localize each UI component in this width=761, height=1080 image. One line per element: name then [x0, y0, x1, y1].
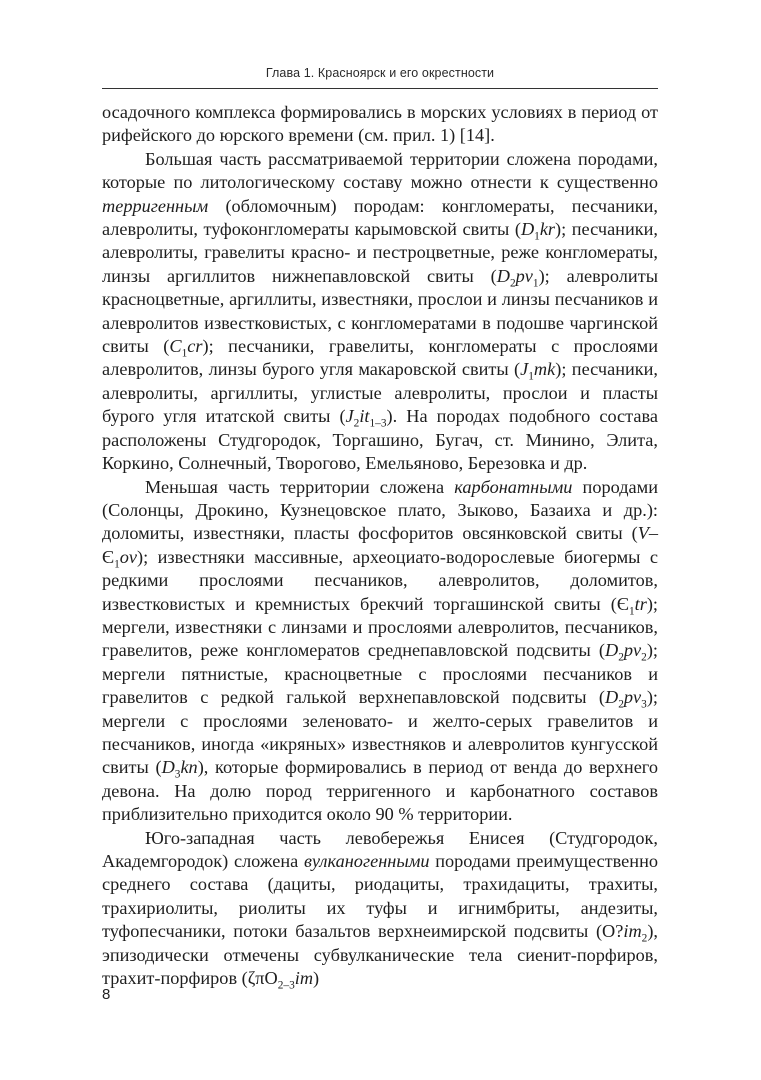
subscript-run: 2–3: [277, 979, 295, 992]
italic-run: карбонатными: [454, 476, 573, 497]
running-header: Глава 1. Красноярск и его окрестности: [265, 66, 495, 80]
text-run: ), эпизодически отмечены субвулканические тела сиенит-порфиров, трахит-порфиров (ζπO: [102, 921, 658, 989]
text-run: –Є: [102, 523, 658, 567]
text-run: (обломочным) породам: конгломераты, песчаники, алевролиты, туфоконгломераты карымовской свиты (: [102, 195, 658, 240]
italic-run: pv: [515, 265, 533, 286]
subscript-run: 1: [114, 558, 120, 571]
italic-run: C: [169, 336, 182, 357]
subscript-run: 1: [181, 347, 188, 360]
text-run: Меньшая часть территории сложена: [145, 476, 455, 497]
text-run: ); песчаники, гравелиты, конгломераты с прослоями алевролитов, линзы бурого угля макаровской свиты (: [102, 336, 658, 380]
italic-run: ov: [119, 546, 138, 567]
italic-run: tr: [634, 593, 647, 614]
italic-run: it: [359, 406, 370, 427]
italic-run: терригенным: [102, 195, 209, 216]
paragraph: [102, 101, 658, 148]
text-run: ); мергели с прослоями зеленовато- и желто-серых гравелитов и песчаников, иногда «икряных» известняков и алевролитов кунгусской свиты (: [102, 687, 658, 778]
subscript-run: 1: [534, 230, 540, 243]
text-run: ); алевролиты красноцветные, аргиллиты, известняки, прослои и линзы песчаников и алевролитов известковистых, с конгломератами в подошве чаргинской свиты (: [102, 265, 658, 357]
italic-run: D: [496, 265, 510, 286]
subscript-run: 2: [353, 417, 360, 430]
italic-run: вулканогенными: [303, 851, 430, 871]
italic-run: D: [161, 757, 175, 778]
subscript-run: 3: [174, 769, 181, 782]
header-rule: [102, 88, 658, 89]
page-number: 8: [102, 986, 111, 1003]
italic-run: im: [623, 921, 642, 942]
subscript-run: 2: [618, 698, 624, 711]
paragraph: [102, 148, 658, 476]
italic-run: mk: [533, 359, 556, 380]
text-run: ); песчаники, алевролиты, аргиллиты, углистые алевролиты, прослои и пласты бурого угля итатской свиты (: [102, 359, 658, 427]
text-run: породами (Солонцы, Дрокино, Кузнецовское плато, Зыково, Базаиха и др.): доломиты, известняки, пласты фосфоритов овсянковской свиты (: [102, 476, 658, 544]
text-run: ); известняки массивные, археоциато-водорослевые биогермы с редкими прослоями песчаников, алевролитов, доломитов, известковистых и кремнистых брекчий торгашинской свиты (Є: [102, 546, 658, 614]
subscript-run: 1: [532, 277, 539, 290]
paragraph: [102, 827, 658, 991]
subscript-run: 2: [509, 277, 516, 290]
italic-run: pv: [623, 687, 642, 708]
subscript-run: 1–3: [369, 417, 387, 430]
italic-run: pv: [623, 640, 642, 661]
body-text: [102, 101, 658, 990]
italic-run: D: [605, 640, 619, 661]
text-run: ). На породах подобного состава расположены Студгородок, Торгашино, Бугач, ст. Минино, Элита, Коркино, Солнечный, Творогово, Емельяново, Березовка и др.: [102, 406, 658, 474]
text-run: ), которые формировались в период от венда до верхнего девона. На долю пород терригенного и карбонатного составов приблизительно приходится около 90 % территории.: [102, 757, 658, 825]
text-run: ); мергели, известняки с линзами и прослоями алевролитов, песчаников, гравелитов, реже конгломератов среднепавловской подсвиты (: [102, 593, 658, 661]
subscript-run: 2: [641, 652, 647, 664]
text-run: ); мергели пятнистые, красноцветные с прослоями песчаников и гравелитов с редкой галькой верхнепавловской подсвиты (: [102, 640, 658, 708]
text-run: породами преимущественно среднего состава (дациты, риодациты, трахидациты, трахиты, трахириолиты, риолиты их туфы и игнимбриты, андезиты, туфопесчаники, потоки базальтов верхнеимирской подсвиты (O?: [102, 851, 658, 942]
italic-run: kn: [180, 757, 198, 778]
text-run: осадочного комплекса формировались в морских условиях в период от рифейского до юрского времени (см. прил. 1) [14].: [102, 102, 658, 146]
subscript-run: 1: [528, 371, 534, 384]
text-run: Юго-западная часть левобережья Енисея (Студгородок, Академгородок) сложена: [102, 827, 658, 871]
italic-run: D: [520, 219, 535, 240]
subscript-run: 3: [641, 698, 647, 711]
subscript-run: 2: [618, 652, 624, 664]
paragraph: [102, 476, 658, 827]
italic-run: kr: [539, 219, 556, 240]
text-run: ); песчаники, алевролиты, гравелиты красно- и пестроцветные, реже конгломераты, линзы аргиллитов нижнепавловской свиты (: [102, 219, 658, 286]
subscript-run: 1: [628, 605, 635, 618]
subscript-run: 2: [641, 932, 648, 945]
italic-run: J: [345, 406, 354, 427]
text-run: Большая часть рассматриваемой территории сложена породами, которые по литологическому составу можно отнести к существенно: [102, 148, 658, 193]
italic-run: V: [637, 523, 649, 544]
italic-run: J: [520, 359, 529, 380]
italic-run: im: [294, 968, 314, 989]
italic-run: cr: [187, 336, 203, 357]
text-run: ): [313, 968, 320, 989]
italic-run: D: [605, 687, 619, 708]
